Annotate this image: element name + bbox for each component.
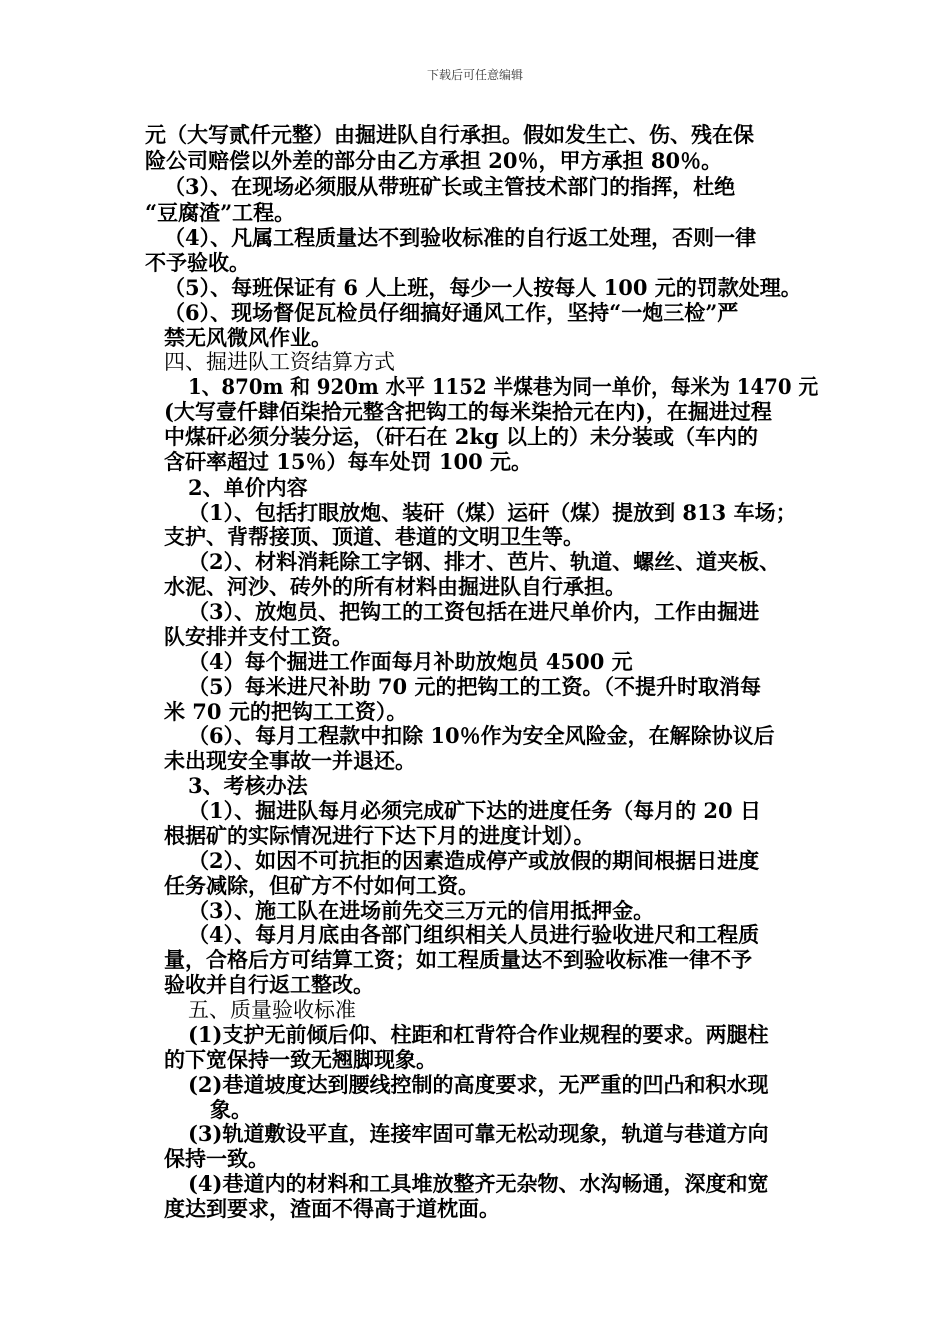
text-line: 水泥、河沙、砖外的所有材料由掘进队自行承担。 — [164, 574, 626, 599]
text-line: 含矸率超过 15％）每车处罚 100 元。 — [164, 449, 532, 474]
text-line: 的下宽保持一致无翘脚现象。 — [164, 1047, 437, 1072]
text-line: （1）、掘进队每月必须完成矿下达的进度任务（每月的 20 日 — [188, 798, 761, 823]
text-line: 度达到要求，渣面不得高于道枕面。 — [164, 1196, 500, 1221]
text-line: （1）、包括打眼放炮、装矸（煤）运矸（煤）提放到 813 车场； — [188, 500, 797, 525]
text-line: 保持一致。 — [164, 1146, 269, 1171]
subsection-heading: 3、考核办法 — [188, 773, 308, 798]
page-header: 下载后可任意编辑 — [426, 68, 523, 82]
section-heading: 五、质量验收标准 — [188, 998, 356, 1022]
text-line: (1)支护无前倾后仰、柱距和杠背符合作业规程的要求。两腿柱 — [188, 1022, 769, 1047]
text-line: 象。 — [210, 1097, 252, 1122]
text-line: （2）、材料消耗除工字钢、排才、芭片、轨道、螺丝、道夹板、 — [188, 549, 781, 574]
text-line: 险公司赔偿以外差的部分由乙方承担 20％，甲方承担 80％。 — [145, 148, 723, 173]
text-line: （2）、如因不可抗拒的因素造成停产或放假的期间根据日进度 — [188, 848, 760, 873]
text-line: （4）、每月月底由各部门组织相关人员进行验收进尺和工程质 — [188, 922, 760, 947]
text-line: 中煤矸必须分装分运，（矸石在 2kg 以上的）未分装或（车内的 — [164, 424, 758, 449]
text-line: （3）、放炮员、把钩工的工资包括在进尺单价内，工作由掘进 — [188, 599, 760, 624]
section-heading: 四、掘进队工资结算方式 — [164, 350, 395, 374]
text-line: (4)巷道内的材料和工具堆放整齐无杂物、水沟畅通，深度和宽 — [188, 1171, 769, 1196]
text-line: 米 70 元的把钩工工资）。 — [164, 699, 408, 724]
text-line: 不予验收。 — [145, 250, 250, 275]
text-line: 任务减除，但矿方不付如何工资。 — [164, 873, 479, 898]
text-line: （6）、每月工程款中扣除 10％作为安全风险金，在解除协议后 — [188, 723, 775, 748]
text-line: (2)巷道坡度达到腰线控制的高度要求，无严重的凹凸和积水现 — [188, 1072, 769, 1097]
text-line: 量，合格后方可结算工资；如工程质量达不到验收标准一律不予 — [164, 947, 752, 972]
text-line: 禁无风微风作业。 — [164, 325, 332, 350]
text-line: 未出现安全事故一并退还。 — [164, 748, 416, 773]
text-line: 1、870m 和 920m 水平 1152 半煤巷为同一单价，每米为 1470 元 — [188, 374, 819, 399]
text-line: (大写壹仟肆佰柒拾元整含把钩工的每米柒拾元在内)，在掘进过程 — [164, 399, 772, 424]
text-line: 队安排并支付工资。 — [164, 624, 353, 649]
text-line: (3)轨道敷设平直，连接牢固可靠无松动现象，轨道与巷道方向 — [188, 1121, 769, 1146]
text-line: （4）每个掘进工作面每月补助放炮员 4500 元 — [188, 649, 633, 674]
text-line: （6）、现场督促瓦检员仔细搞好通风工作，坚持“一炮三检”严 — [164, 300, 739, 325]
text-line: （3）、在现场必须服从带班矿长或主管技术部门的指挥，杜绝 — [164, 174, 736, 199]
text-line: 支护、背帮接顶、顶道、巷道的文明卫生等。 — [164, 524, 584, 549]
subsection-heading: 2、单价内容 — [188, 475, 308, 500]
text-line: （4）、凡属工程质量达不到验收标准的自行返工处理，否则一律 — [164, 225, 757, 250]
text-line: 根据矿的实际情况进行下达下月的进度计划）。 — [164, 823, 595, 848]
text-line: “豆腐渣”工程。 — [145, 200, 296, 225]
text-line: （5）每米进尺补助 70 元的把钩工的工资。（不提升时取消每 — [188, 674, 761, 699]
text-line: （5）、每班保证有 6 人上班，每少一人按每人 100 元的罚款处理。 — [164, 275, 802, 300]
text-line: 验收并自行返工整改。 — [164, 972, 374, 997]
text-line: （3）、施工队在进场前先交三万元的信用抵押金。 — [188, 898, 655, 923]
text-line: 元（大写贰仟元整）由掘进队自行承担。假如发生亡、伤、残在保 — [145, 122, 754, 147]
